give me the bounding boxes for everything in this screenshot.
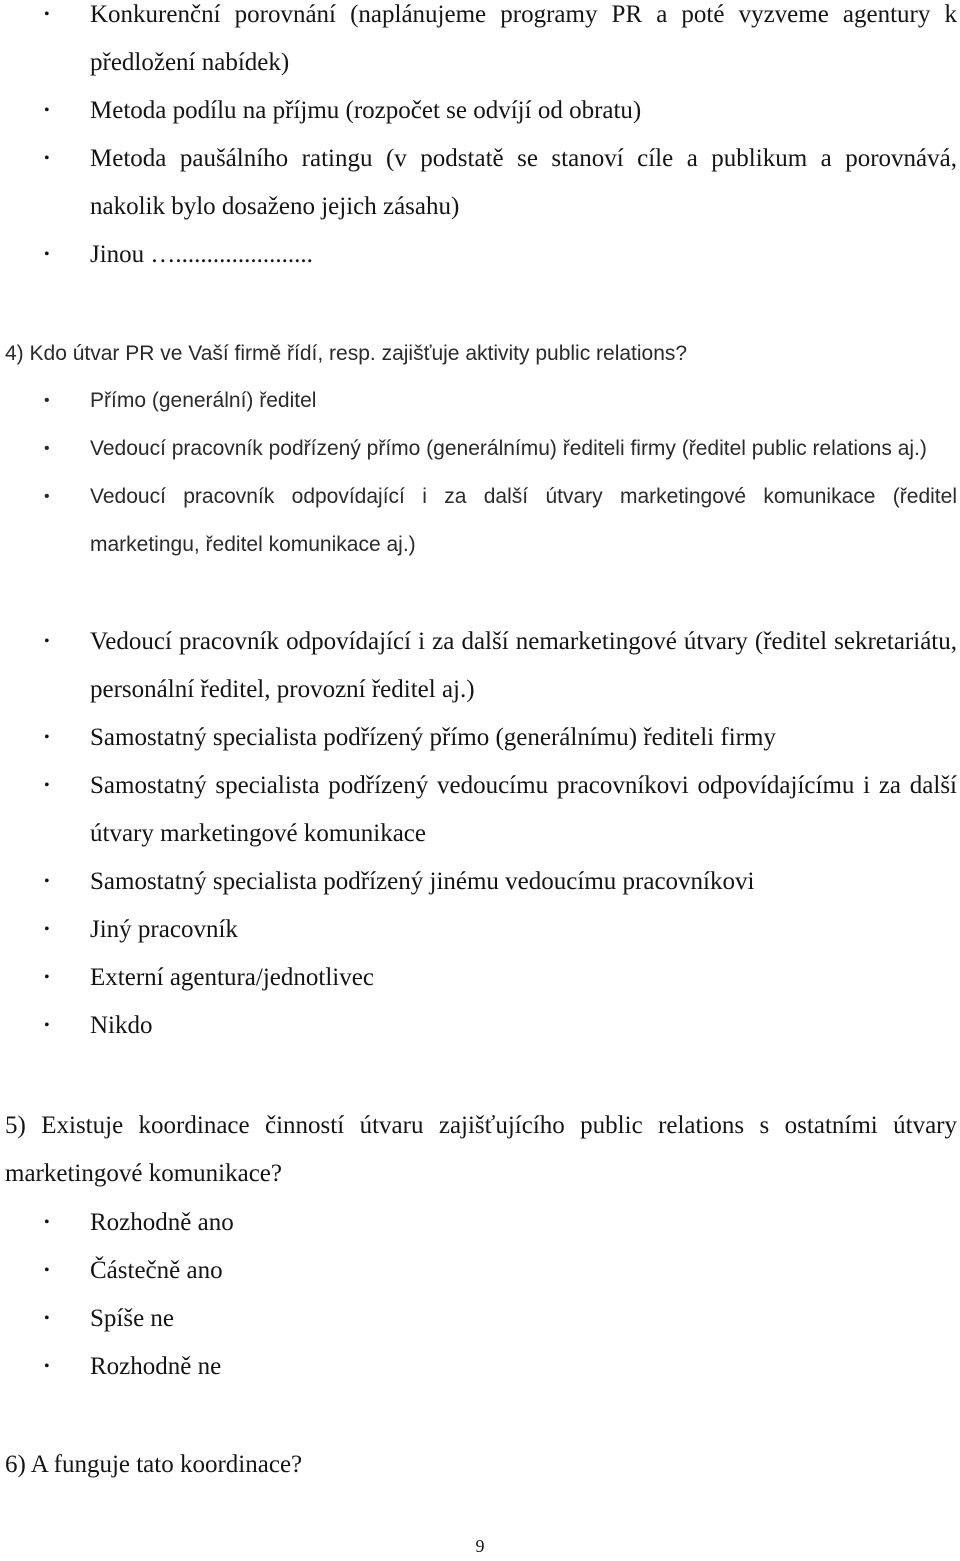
list-item-text: Externí agentura/jednotlivec: [90, 964, 374, 991]
list-item: [0, 714, 960, 762]
list-item: [0, 954, 960, 1002]
list-item: [0, 425, 960, 473]
list-item: [0, 473, 960, 569]
bullet-icon: •: [44, 6, 50, 23]
question-6-heading: 6) A funguje tato koordinace?: [5, 1451, 303, 1478]
bullet-icon: •: [44, 102, 50, 119]
list-item-text: Rozhodně ne: [90, 1353, 222, 1380]
bullet-icon: •: [44, 873, 50, 890]
list-item-text: Spíše ne: [90, 1305, 175, 1332]
bullet-icon: •: [44, 777, 50, 794]
list-item: [0, 1247, 960, 1295]
list-item: [0, 1199, 960, 1247]
list-item: [0, 858, 960, 906]
bullet-icon: •: [44, 488, 50, 505]
budget-method-list: [0, 0, 960, 279]
list-item: [0, 231, 960, 279]
list-item: [0, 906, 960, 954]
list-item-text: Samostatný specialista podřízený vedoucímu pracovníkovi odpovídajícímu i za další útvary marketingové komunikace: [90, 772, 957, 847]
question-5-heading: 5) Existuje koordinace činností útvaru zajišťujícího public relations s ostatními útvary marketingové komunikace?: [5, 1112, 957, 1187]
page-number: 9: [475, 1536, 485, 1556]
list-item-text: Vedoucí pracovník odpovídající i za další útvary marketingové komunikace (ředitel marketingu, ředitel komunikace aj.): [90, 485, 957, 556]
list-item: [0, 135, 960, 231]
list-item: [0, 0, 960, 87]
list-item: [0, 377, 960, 425]
bullet-icon: •: [44, 1017, 50, 1034]
bullet-icon: •: [44, 969, 50, 986]
bullet-icon: •: [44, 1310, 50, 1327]
list-item-text: Metoda paušálního ratingu (v podstatě se stanoví cíle a publikum a porovnává, nakolik bylo dosaženo jejich zásahu): [90, 145, 957, 220]
list-item-text: Konkurenční porovnání (naplánujeme programy PR a poté vyzveme agentury k předložení nabídek): [90, 1, 957, 76]
list-item: [0, 1002, 960, 1050]
list-item: [0, 1295, 960, 1343]
list-item-text: Jiný pracovník: [90, 916, 238, 943]
bullet-icon: •: [44, 1262, 50, 1279]
list-item: [0, 618, 960, 714]
list-item-text: Metoda podílu na příjmu (rozpočet se odvíjí od obratu): [90, 97, 642, 124]
bullet-icon: •: [44, 246, 50, 263]
list-item-text: Samostatný specialista podřízený jinému vedoucímu pracovníkovi: [90, 868, 755, 895]
list-item-text: Rozhodně ano: [90, 1209, 234, 1236]
bullet-icon: •: [44, 150, 50, 167]
list-item: [0, 762, 960, 858]
list-item-text: Vedoucí pracovník podřízený přímo (generálnímu) řediteli firmy (ředitel public relations aj.): [90, 437, 927, 460]
bullet-icon: •: [44, 392, 50, 409]
bullet-icon: •: [44, 921, 50, 938]
list-item-text: Částečně ano: [90, 1257, 223, 1284]
list-item: [0, 1343, 960, 1391]
list-item: [0, 87, 960, 135]
list-item-text: Jinou …......................: [90, 241, 313, 268]
bullet-icon: •: [44, 633, 50, 650]
question-4-options-serif: [0, 618, 960, 1050]
bullet-icon: •: [44, 1358, 50, 1375]
question-5-options: [0, 1199, 960, 1391]
list-item-text: Přímo (generální) ředitel: [90, 389, 317, 412]
question-4-options-sans: [0, 377, 960, 569]
list-item-text: Samostatný specialista podřízený přímo (generálnímu) řediteli firmy: [90, 724, 776, 751]
bullet-icon: •: [44, 729, 50, 746]
list-item-text: Nikdo: [90, 1012, 153, 1039]
bullet-icon: •: [44, 1214, 50, 1231]
list-item-text: Vedoucí pracovník odpovídající i za další nemarketingové útvary (ředitel sekretariátu, personální ředitel, provozní ředitel aj.): [90, 628, 957, 703]
question-4-heading: 4) Kdo útvar PR ve Vaší firmě řídí, resp. zajišťuje aktivity public relations?: [5, 342, 688, 365]
bullet-icon: •: [44, 440, 50, 457]
